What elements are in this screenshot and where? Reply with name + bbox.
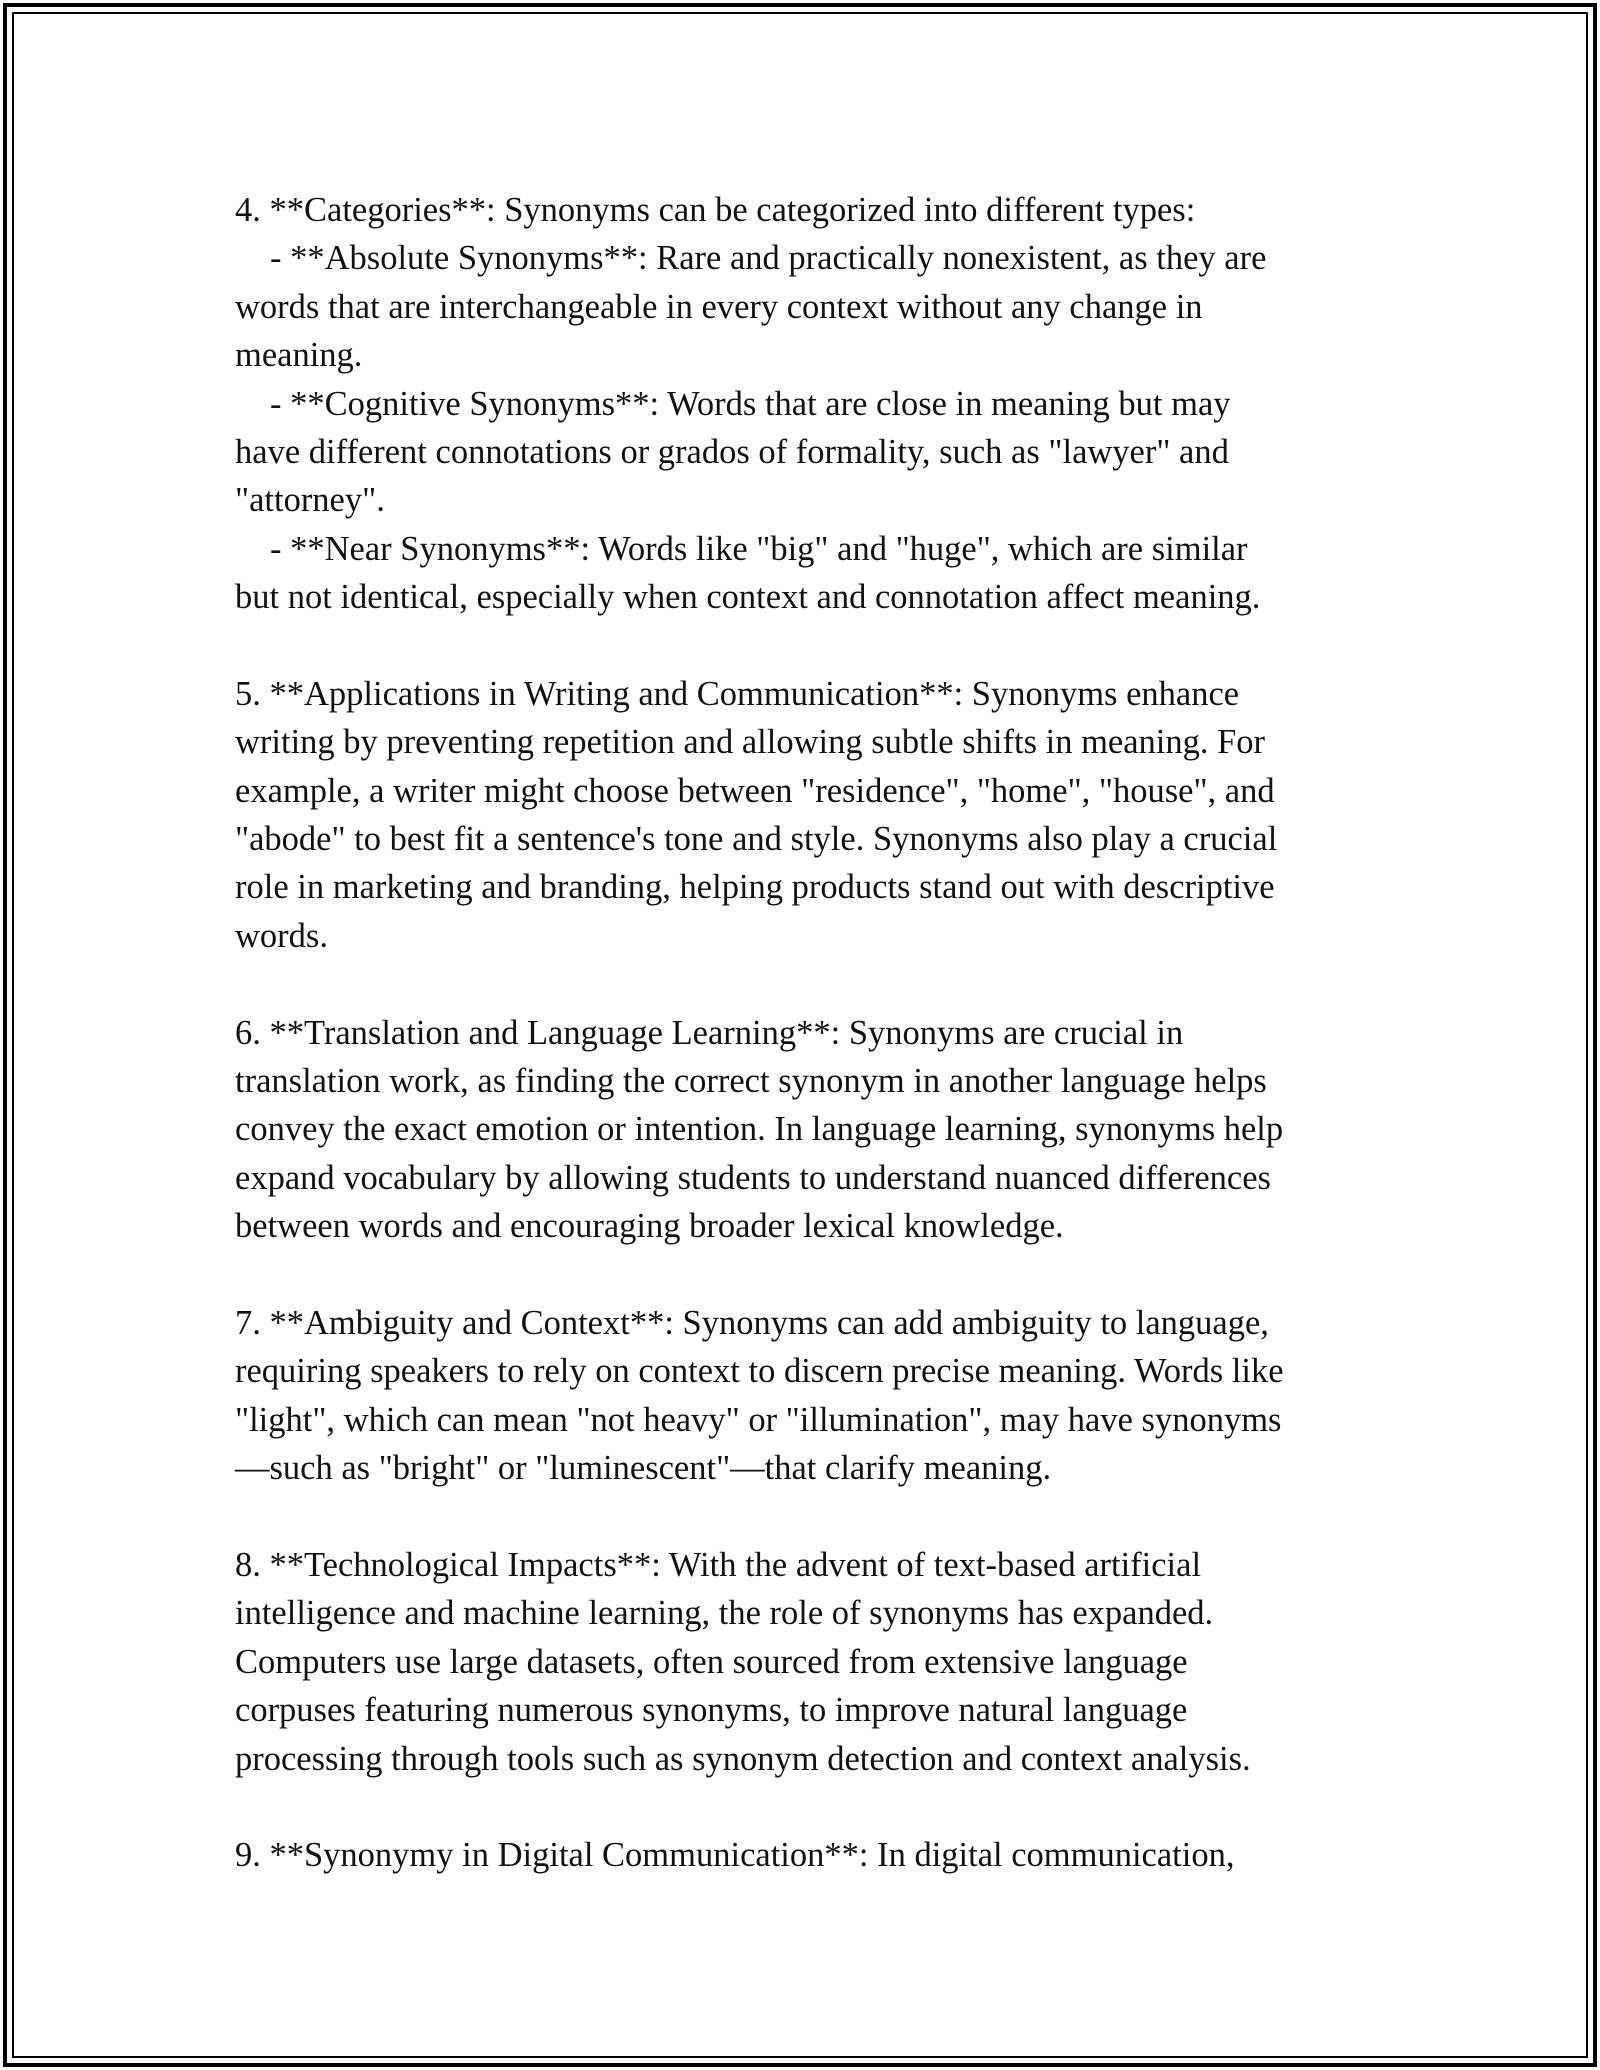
paragraph-gap [235, 1783, 1375, 1831]
text-line: "abode" to best fit a sentence's tone and style. Synonyms also play a crucial [235, 820, 1278, 859]
text-line: words. [235, 916, 328, 955]
text-line: 8. **Technological Impacts**: With the advent of text-based artificial [235, 1545, 1202, 1584]
paragraph-gap [235, 960, 1375, 1008]
bullet-line: - **Cognitive Synonyms**: Words that are close in meaning but may [270, 384, 1231, 423]
text-line: 5. **Applications in Writing and Communication**: Synonyms enhance [235, 674, 1240, 713]
text-line: but not identical, especially when context and connotation affect meaning. [235, 578, 1261, 617]
bullet-line: - **Near Synonyms**: Words like "big" and "huge", which are similar [270, 529, 1248, 568]
text-line: convey the exact emotion or intention. In language learning, synonyms help [235, 1110, 1284, 1149]
text-line: 9. **Synonymy in Digital Communication**: In digital communication, [235, 1836, 1235, 1875]
section-technological [235, 1541, 1375, 1783]
paragraph-gap [235, 1251, 1375, 1299]
section-ambiguity [235, 1299, 1375, 1493]
text-line: meaning. [235, 336, 363, 375]
paragraph-gap [235, 1493, 1375, 1541]
text-line: 6. **Translation and Language Learning**: Synonyms are crucial in [235, 1013, 1184, 1052]
section-applications [235, 670, 1375, 960]
text-line: requiring speakers to rely on context to discern precise meaning. Words like [235, 1352, 1284, 1391]
text-line: "attorney". [235, 481, 385, 520]
text-line: translation work, as finding the correct synonym in another language helps [235, 1062, 1267, 1101]
text-line: words that are interchangeable in every context without any change in [235, 287, 1203, 326]
text-line: writing by preventing repetition and allowing subtle shifts in meaning. For [235, 723, 1266, 762]
text-line: 7. **Ambiguity and Context**: Synonyms can add ambiguity to language, [235, 1303, 1269, 1342]
text-line: processing through tools such as synonym detection and context analysis. [235, 1739, 1251, 1778]
text-line: expand vocabulary by allowing students to understand nuanced differences [235, 1158, 1271, 1197]
text-line: 4. **Categories**: Synonyms can be categorized into different types: [235, 191, 1196, 229]
section-categories [235, 186, 1375, 622]
section-translation [235, 1009, 1375, 1251]
section-digital [235, 1831, 1375, 1879]
text-line: role in marketing and branding, helping products stand out with descriptive [235, 868, 1275, 907]
text-line: Computers use large datasets, often sourced from extensive language [235, 1642, 1188, 1681]
text-line: corpuses featuring numerous synonyms, to improve natural language [235, 1691, 1188, 1730]
text-line: example, a writer might choose between "residence", "home", "house", and [235, 771, 1275, 810]
paragraph-gap [235, 622, 1375, 670]
text-line: have different connotations or grados of formality, such as "lawyer" and [235, 432, 1229, 471]
text-line: —such as "bright" or "luminescent"—that clarify meaning. [235, 1449, 1052, 1488]
document-body [235, 186, 1375, 1880]
text-line: between words and encouraging broader lexical knowledge. [235, 1207, 1064, 1246]
text-line: "light", which can mean "not heavy" or "illumination", may have synonyms [235, 1400, 1282, 1439]
text-line: intelligence and machine learning, the role of synonyms has expanded. [235, 1594, 1214, 1633]
bullet-line: - **Absolute Synonyms**: Rare and practically nonexistent, as they are [270, 239, 1267, 278]
